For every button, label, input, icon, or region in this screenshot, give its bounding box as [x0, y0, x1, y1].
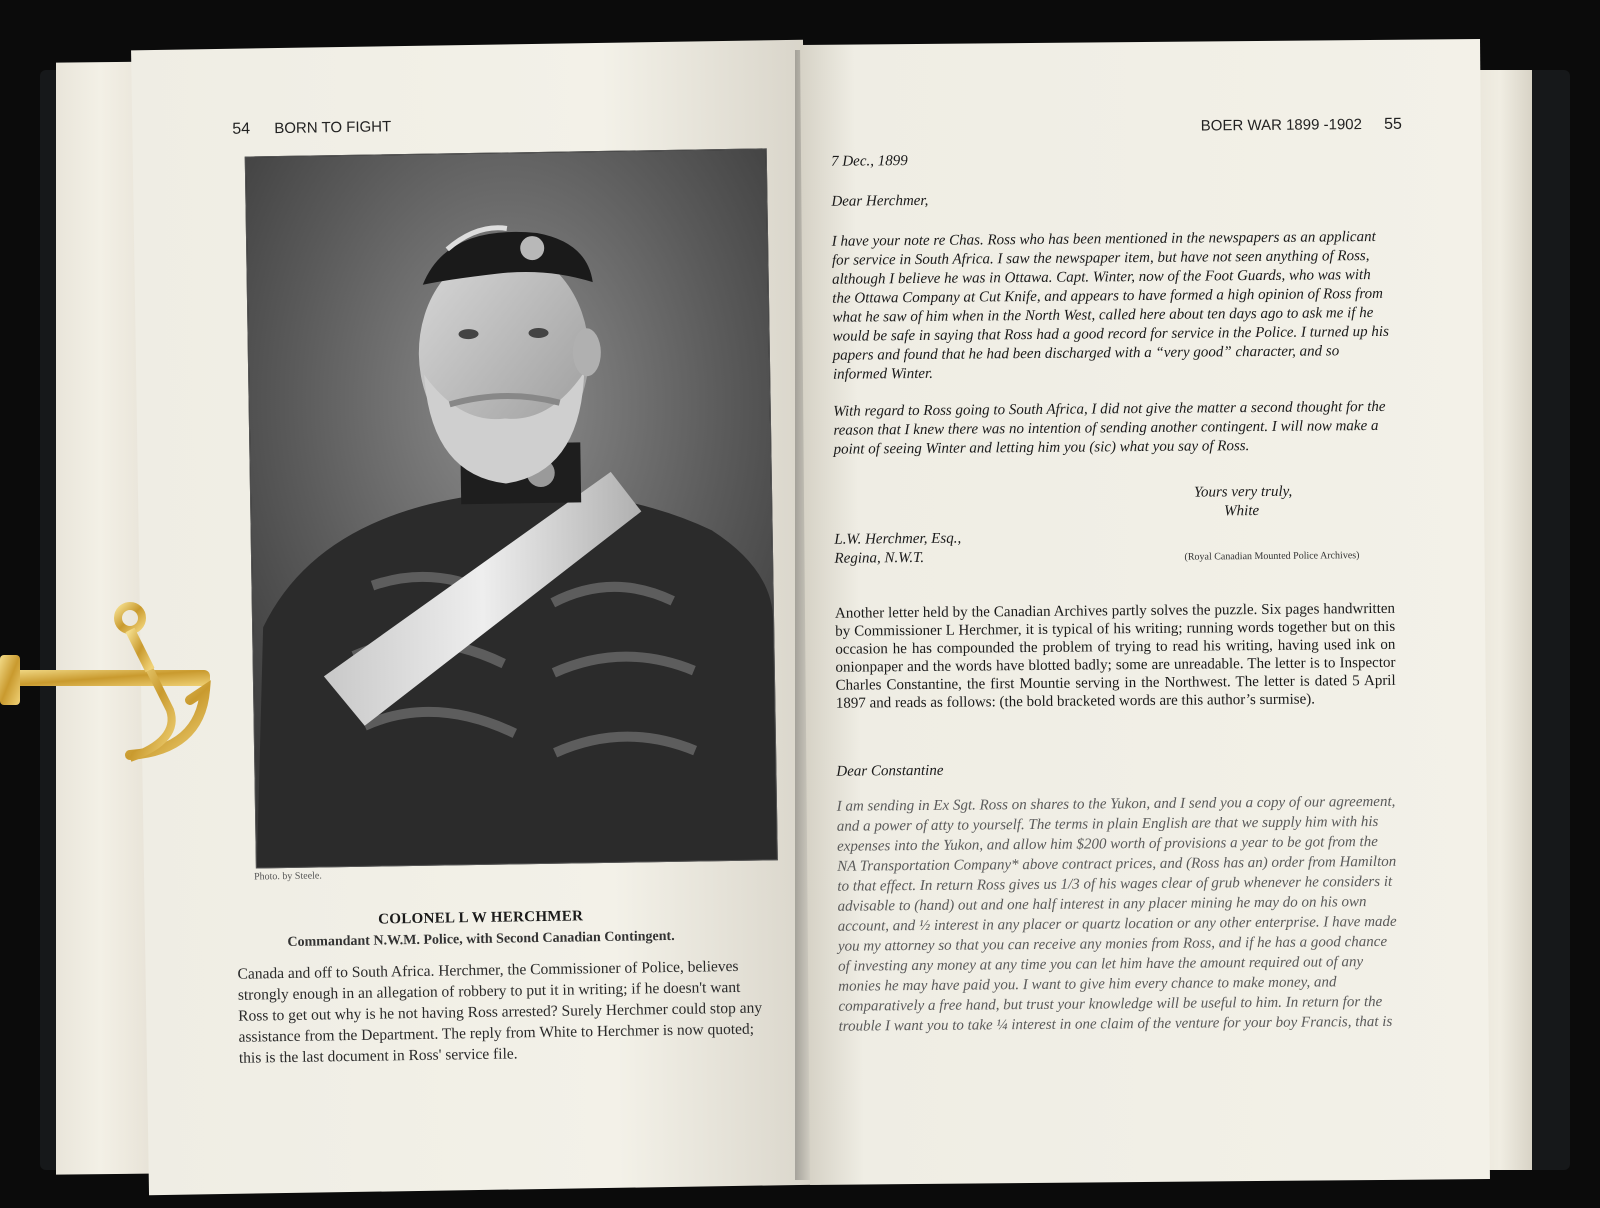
addressee-line-1: L.W. Herchmer, Esq., — [834, 530, 962, 548]
letter2-text: I am sending in Ex Sgt. Ross on shares to the Yukon, and I send you a copy of our agreement, and a power of atty to yourself. The terms in plain English are that we supply him with his expenses into the Yukon, and allow him $200 worth of provisions a year to be got from the NA Transportation Company* above contract prices, and (Ross has an) order from Hamilton to that effect. In return Ross gives us 1/3 of his wages clear of grub whenever he considers it advisable to (hand) out and one half interest in any placer mining he may do on his own account, and ½ interest in any placer or quartz location or any other enterprise. I have made you my attorney so that you can receive any monies from Ross, and if he has a good chance of investing any money at any time you can let him have the amount required out of any monies he may have paid you. I want to give him every chance to make money, and comparatively a free hand, but trust your knowledge will be useful to him. In return for the trouble I want you to take ¼ interest in one claim of the venture for your boy Francis, that is — [836, 793, 1397, 1035]
closing-line: Yours very truly, — [1193, 483, 1293, 501]
left-book-title: BORN TO FIGHT — [274, 118, 392, 138]
left-body-line: Ross to get out why is he not having Ross arrested? Surely Herchmer could stop any — [238, 999, 763, 1025]
photo-credit: Photo. by Steele. — [253, 870, 322, 883]
right-page-number: 55 — [1384, 115, 1402, 133]
letter1-salutation: Dear Herchmer, — [831, 192, 929, 210]
letter1-date: 7 Dec., 1899 — [830, 153, 908, 170]
letter1-paragraph-1: I have your note re Chas. Ross who has been mentioned in the newspapers as an applicant for service in South Africa. I saw the newspaper item, but have not seen anything of Ross, although I believe he was in Ottawa. Capt. Winter, now of the Foot Guards, who was with the Ottawa Company at Cut Knife, and appears to have formed a high opinion of Ross from what he saw of him when in the North West, called here about ten days ago to ask me if he would be safe in saying that Ross had a good record for service in the Police. I turned up his papers and found that he had been discharged with a “very good” character, and so informed Winter. — [831, 228, 1389, 383]
letter1-closing — [1194, 482, 1394, 522]
left-body-line: Canada and off to South Africa. Herchmer, the Commissioner of Police, believes — [237, 957, 739, 983]
left-body-line: this is the last document in Ross' service file. — [238, 1045, 518, 1067]
left-running-head — [232, 118, 391, 138]
anchor-icon — [0, 600, 230, 780]
right-chapter-title: BOER WAR 1899 -1902 — [1200, 116, 1363, 135]
letter2-salutation: Dear Constantine — [836, 762, 944, 780]
right-page — [800, 39, 1490, 1185]
letter1-addressee — [834, 528, 1134, 569]
portrait-image — [246, 149, 777, 867]
caption-title: COLONEL L W HERCHMER — [378, 908, 584, 928]
body-paragraph: Another letter held by the Canadian Archives partly solves the puzzle. Six pages handwritten by Commissioner L Herchmer, it is typical of his writing; running words together but on this occasion he has compounded the problem of trying to read his writing, having used ink on onionpaper and the words have blotted badly; some are unreadable. The letter is to Inspector Charles Constantine, the first Mountie serving in the Northwest. The letter is dated 5 April 1897 and reads as follows: (the bold bracketed words are this author’s surmise). — [834, 600, 1396, 712]
archive-source: (Royal Canadian Mounted Police Archives) — [1184, 550, 1360, 563]
portrait-photo — [245, 148, 778, 868]
addressee-line-2: Regina, N.W.T. — [834, 549, 925, 567]
caption-subtitle: Commandant N.W.M. Police, with Second Canadian Contingent. — [287, 928, 675, 951]
left-body-text — [237, 955, 787, 1069]
left-body-line: strongly enough in an allegation of robbery to put it in writing; if he doesn't want — [237, 978, 741, 1004]
left-body-line: assistance from the Department. The reply from White to Herchmer is now quoted; — [238, 1020, 755, 1046]
signature: White — [1224, 503, 1260, 520]
left-page-number: 54 — [232, 120, 251, 138]
right-running-head — [1201, 116, 1402, 136]
left-page — [131, 40, 821, 1195]
letter1-paragraph-2: With regard to Ross going to South Africa, I did not give the matter a second thought for the reason that I knew there was no intention of sending another contingent. I will now make a point of seeing Winter and letting him you (sic) what you say of Ross. — [833, 398, 1386, 458]
